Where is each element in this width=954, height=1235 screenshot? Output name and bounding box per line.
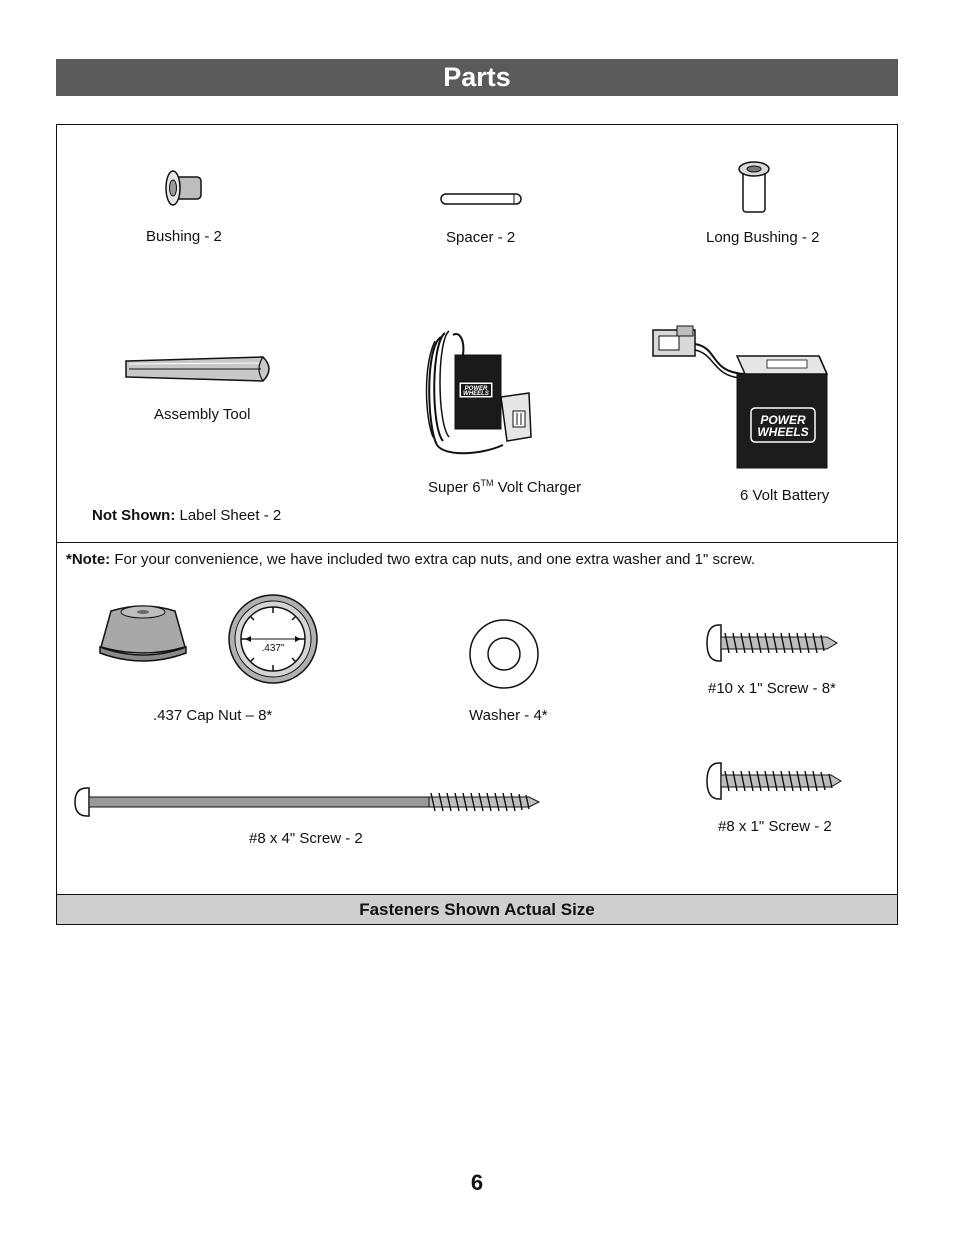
assembly-tool-label: Assembly Tool (154, 406, 251, 423)
spacer-illustration (439, 192, 525, 206)
long-bushing-illustration (737, 160, 771, 216)
long-bushing-label: Long Bushing - 2 (706, 229, 820, 246)
trademark-mark: TM (480, 478, 494, 488)
cap-nut-side-illustration (97, 603, 189, 667)
charger-label (428, 478, 581, 496)
screw-10x1-label: #10 x 1" Screw - 8* (708, 680, 836, 697)
fastener-note (66, 551, 755, 568)
assembly-tool-illustration (123, 353, 277, 385)
fasteners-footer: Fasteners Shown Actual Size (57, 894, 897, 924)
not-shown-value: Label Sheet - 2 (175, 507, 282, 524)
bushing-label: Bushing - 2 (146, 228, 222, 245)
cap-nut-top-illustration (227, 593, 319, 685)
bushing-illustration (161, 169, 203, 207)
battery-brand-line2: WHEELS (757, 425, 809, 439)
not-shown-label: Not Shown: (92, 507, 176, 524)
screw-10x1-illustration (705, 621, 839, 665)
battery-illustration (649, 322, 833, 472)
washer-illustration (468, 618, 540, 690)
washer-label: Washer - 4* (469, 707, 548, 724)
charger-label-suffix: Volt Charger (493, 479, 582, 496)
battery-label: 6 Volt Battery (740, 487, 830, 504)
svg-text:POWER: POWER (464, 386, 488, 392)
page-title: Parts (56, 59, 898, 96)
note-label: *Note: (66, 551, 111, 568)
charger-label-prefix: Super 6 (428, 479, 481, 496)
page-number: 6 (470, 1170, 484, 1195)
screw-8x4-illustration (73, 785, 543, 819)
charger-illustration (421, 327, 541, 459)
screw-8x1-label: #8 x 1" Screw - 2 (718, 818, 832, 835)
cap-nut-dimension: .437" (261, 643, 285, 654)
note-text: For your convenience, we have included two extra cap nuts, and one extra washer and 1" screw. (110, 551, 756, 568)
section-divider (57, 542, 897, 543)
screw-8x1-illustration (705, 761, 843, 801)
battery-brand-line1: POWER (760, 413, 806, 427)
cap-nut-label: .437 Cap Nut – 8* (153, 707, 273, 724)
screw-8x4-label: #8 x 4" Screw - 2 (249, 830, 363, 847)
svg-text:WHEELS: WHEELS (463, 391, 489, 397)
not-shown-note (92, 507, 281, 524)
spacer-label: Spacer - 2 (446, 229, 516, 246)
parts-frame (56, 124, 898, 925)
